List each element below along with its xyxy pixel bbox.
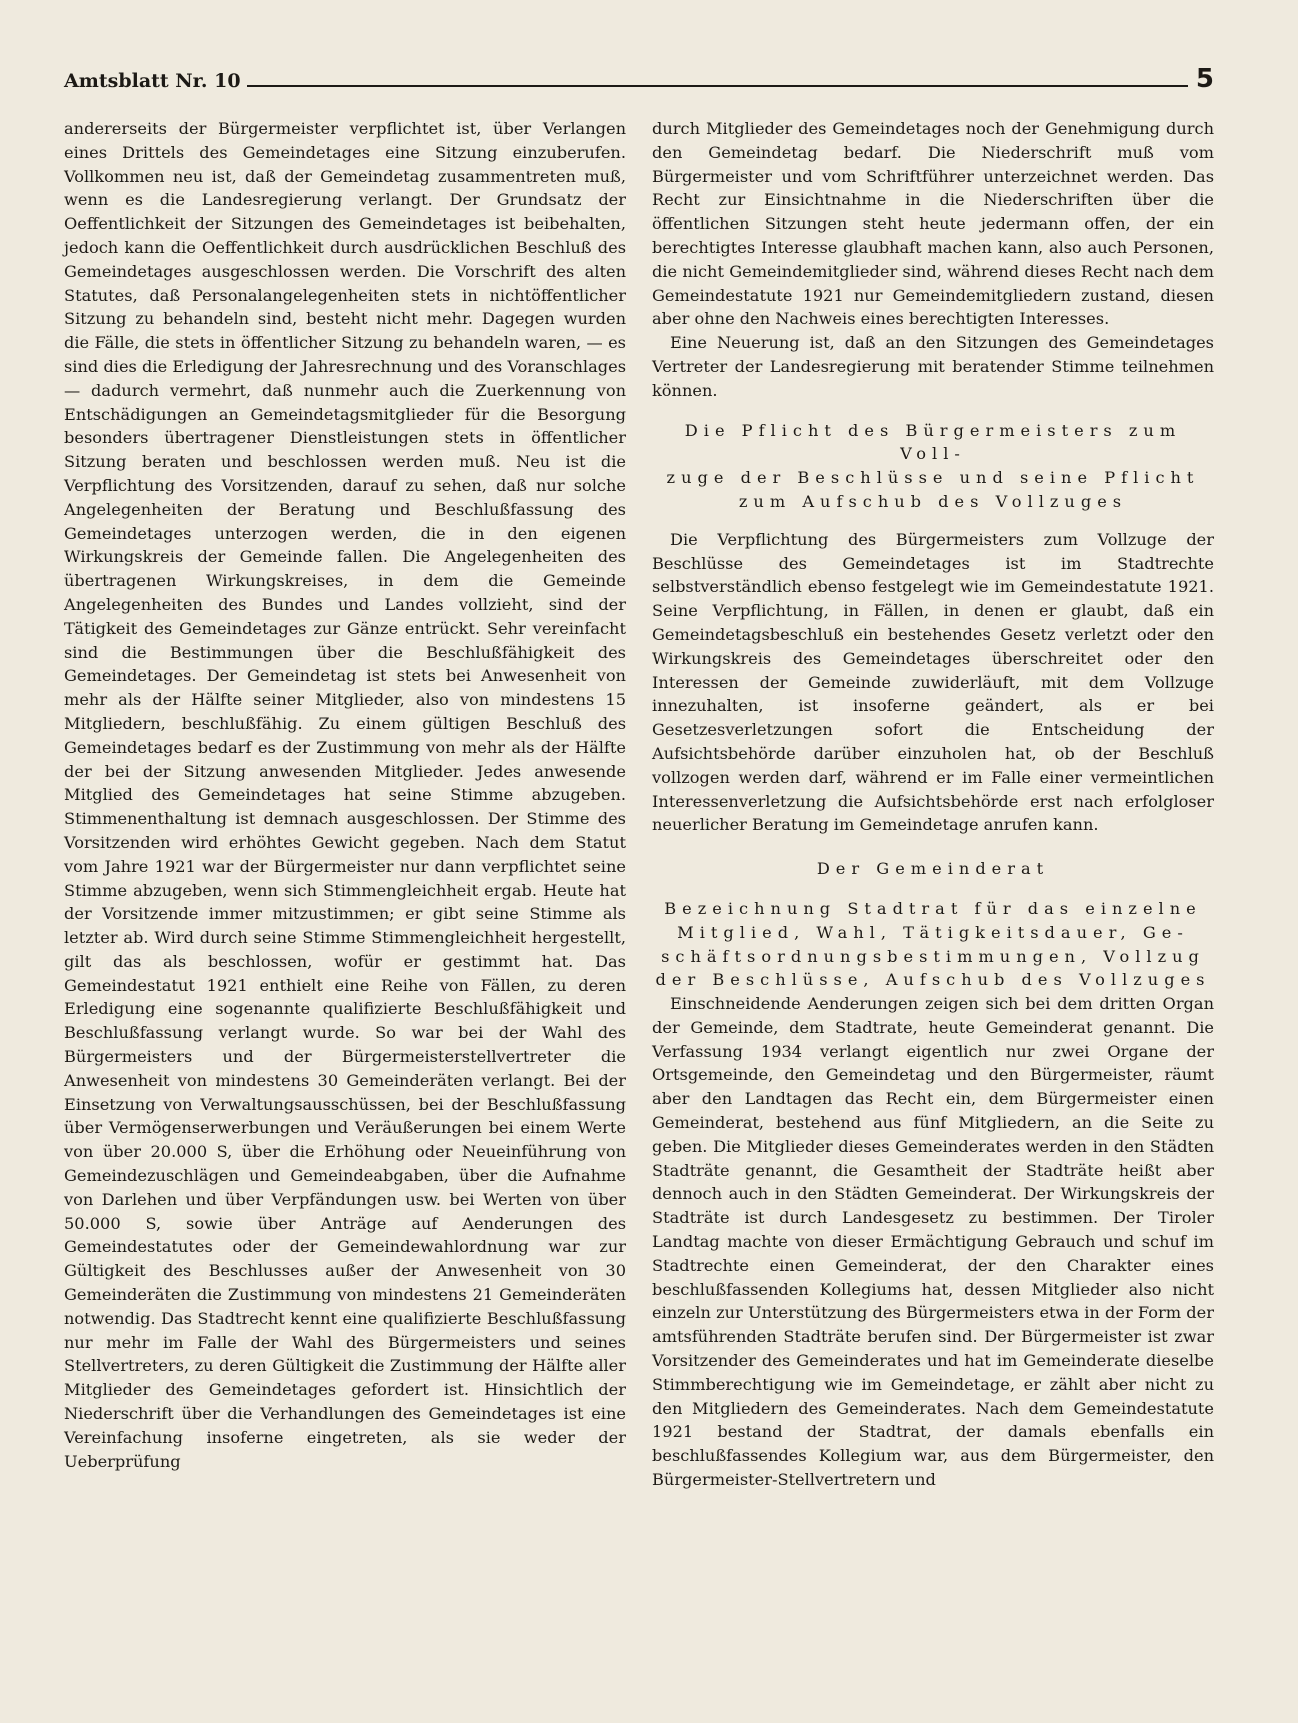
left-column [64,117,626,1473]
body-paragraph: Einschneidende Aenderungen zeigen sich bei dem dritten Organ der Gemeinde, dem Stadtrate, heute Gemeinderat genannt. Die Verfassung 1934 verlangt eigentlich nur zwei Organe der Ortsgemeinde, den Gemeindetag und den Bürgermeister, räumt aber den Landtagen das Recht ein, dem Bürgermeister einen Gemeinderat, bestehend aus fünf Mitgliedern, an die Seite zu geben. Die Mitglieder dieses Gemeinderates werden in den Städten Stadträte genannt, die Gesamtheit der Stadträte heißt aber dennoch auch in den Städten Gemeinderat. Der Wirkungskreis der Stadträte ist durch Landesgesetz zu bestimmen. Der Tiroler Landtag machte von dieser Ermächtigung Gebrauch und schuf im Stadtrechte einen Gemeinderat, der den Charakter eines beschlußfassenden Kollegiums hat, dessen Mitglieder also nicht einzeln zur Unterstützung des Bürgermeisters etwa in der Form der amtsführenden Stadträte berufen sind. Der Bürgermeister ist zwar Vorsitzender des Gemeinderates und hat im Gemeinderate dieselbe Stimmberechtigung wie im Gemeindetage, er zählt aber nicht zu den Mitgliedern des Gemeinderates. Nach dem Gemeindestatute 1921 bestand der Stadtrat, der damals ebenfalls ein beschlußfassendes Kollegium war, aus dem Bürgermeister, den Bürgermeister-Stellvertretern und [652,994,1214,1490]
journal-title: Amtsblatt Nr. 10 [64,70,241,92]
body-paragraph: Eine Neuerung ist, daß an den Sitzungen des Gemeindetages Vertreter der Landesregierung mit beratender Stimme teilnehmen können. [652,333,1214,400]
section-heading [652,419,1214,514]
header-rule [247,85,1188,87]
section-title: Der Gemeinderat [816,859,1050,879]
page-number: 5 [1195,64,1214,94]
section-heading-line: Die Pflicht des Bürgermeisters zum Voll- [684,420,1182,464]
section-subheading-line: Mitglied, Wahl, Tätigkeitsdauer, Ge- [677,922,1189,942]
section-subheading-line: der Beschlüsse, Aufschub des Vollzuges [655,970,1211,990]
body-paragraph: Die Verpflichtung des Bürgermeisters zum Vollzuge der Beschlüsse des Gemeindetages ist im Stadtrechte selbstverständlich ebenso festgelegt wie im Gemeindestatute 1921. Seine Verpflichtung, in Fällen, in denen er glaubt, daß ein Gemeindetagsbeschluß ein bestehendes Gesetz verletzt oder den Wirkungskreis des Gemeindetages überschreitet oder den Interessen der Gemeinde zuwiderläuft, mit dem Vollzuge innezuhalten, ist insoferne geändert, als er bei Gesetzesverletzungen sofort die Entscheidung der Aufsichtsbehörde darüber einzuholen hat, ob der Beschluß vollzogen werden darf, während er im Falle einer vermeintlichen Interessenverletzung die Aufsichtsbehörde erst nach erfolgloser neuerlicher Beratung im Gemeindetage anrufen kann. [652,529,1214,835]
page-header [64,62,1214,92]
body-paragraph: durch Mitglieder des Gemeindetages noch der Genehmigung durch den Gemeindetag bedarf. Die Niederschrift muß vom Bürgermeister und vom Schriftführer unterzeichnet werden. Das Recht zur Einsichtnahme in die Niederschriften über die öffentlichen Sitzungen steht heute jedermann offen, der ein berechtigtes Interesse glaubhaft machen kann, also auch Personen, die nicht Gemeindemitglieder sind, während dieses Recht nach dem Gemeindestatute 1921 nur Gemeindemitgliedern zustand, diesen aber ohne den Nachweis eines berechtigten Interesses. [652,119,1214,329]
section-subheading-line: Bezeichnung Stadtrat für das einzelne [664,898,1202,918]
right-column [652,117,1214,1492]
section-subheading [652,897,1214,992]
section-heading-line: zuge der Beschlüsse und seine Pflicht [666,468,1200,488]
section-subheading-line: schäftsordnungsbestimmungen, Vollzug [661,946,1205,966]
section-heading-line: zum Aufschub des Vollzuges [738,491,1128,511]
body-paragraph: andererseits der Bürgermeister verpflichtet ist, über Verlangen eines Drittels des Gemeindetages eine Sitzung einzuberufen. Vollkommen neu ist, daß der Gemeindetag zusammentreten muß, wenn es die Landesregierung verlangt. Der Grundsatz der Oeffentlichkeit der Sitzungen des Gemeindetages ist beibehalten, jedoch kann die Oeffentlichkeit durch ausdrücklichen Beschluß des Gemeindetages ausgeschlossen werden. Die Vorschrift des alten Statutes, daß Personalangelegenheiten stets in nichtöffentlicher Sitzung zu behandeln sind, besteht nicht mehr. Dagegen wurden die Fälle, die stets in öffentlicher Sitzung zu behandeln waren, — es sind dies die Erledigung der Jahresrechnung und des Voranschlages — dadurch vermehrt, daß nunmehr auch die Zuerkennung von Entschädigungen an Gemeindetagsmitglieder für die Besorgung besonders übertragener Dienstleistungen stets in öffentlicher Sitzung beraten und beschlossen werden muß. Neu ist die Verpflichtung des Vorsitzenden, darauf zu sehen, daß nur solche Angelegenheiten der Beratung und Beschlußfassung des Gemeindetages unterzogen werden, die in den eigenen Wirkungskreis der Gemeinde fallen. Die Angelegenheiten des übertragenen Wirkungskreises, in dem die Gemeinde Angelegenheiten des Bundes und Landes vollzieht, sind der Tätigkeit des Gemeindetages zur Gänze entrückt. Sehr vereinfacht sind die Bestimmungen über die Beschlußfähigkeit des Gemeindetages. Der Gemeindetag ist stets bei Anwesenheit von mehr als der Hälfte seiner Mitglieder, also von mindestens 15 Mitgliedern, beschlußfähig. Zu einem gültigen Beschluß des Gemeindetages bedarf es der Zustimmung von mehr als der Hälfte der bei der Sitzung anwesenden Mitglieder. Jedes anwesende Mitglied des Gemeindetages hat seine Stimme abzugeben. Stimmenenthaltung ist demnach ausgeschlossen. Der Stimme des Vorsitzenden wird erhöhtes Gewicht gegeben. Nach dem Statut vom Jahre 1921 war der Bürgermeister nur dann verpflichtet seine Stimme abzugeben, wenn sich Stimmengleichheit ergab. Heute hat der Vorsitzende immer mitzustimmen; er gibt seine Stimme als letzter ab. Wird durch seine Stimme Stimmengleichheit hergestellt, gilt das als beschlossen, wofür er gestimmt hat. Das Gemeindestatut 1921 enthielt eine Reihe von Fällen, zu deren Erledigung eine sogenannte qualifizierte Beschlußfähigkeit und Beschlußfassung verlangt wurde. So war bei der Wahl des Bürgermeisters und der Bürgermeisterstellvertreter die Anwesenheit von mindestens 30 Gemeinderäten verlangt. Bei der Einsetzung von Verwaltungsausschüssen, bei der Beschlußfassung über Vermögenserwerbungen und Veräußerungen bei einem Werte von über 20.000 S, über die Erhöhung oder Neueinführung von Gemeindezuschlägen und Gemeindeabgaben, über die Aufnahme von Darlehen und über Verpfändungen usw. bei Werten von über 50.000 S, sowie über Anträge auf Aenderungen des Gemeindestatutes oder der Gemeindewahlordnung war zur Gültigkeit des Beschlusses außer der Anwesenheit von 30 Gemeinderäten die Zustimmung von mindestens 21 Gemeinderäten notwendig. Das Stadtrecht kennt eine qualifizierte Beschlußfassung nur mehr im Falle der Wahl des Bürgermeisters und seines Stellvertreters, zu deren Gültigkeit die Zustimmung der Hälfte aller Mitglieder des Gemeindetages gefordert ist. Hinsichtlich der Niederschrift über die Verhandlungen des Gemeindetages ist eine Vereinfachung insoferne eingetreten, als sie weder der Ueberprüfung [64,119,626,1471]
